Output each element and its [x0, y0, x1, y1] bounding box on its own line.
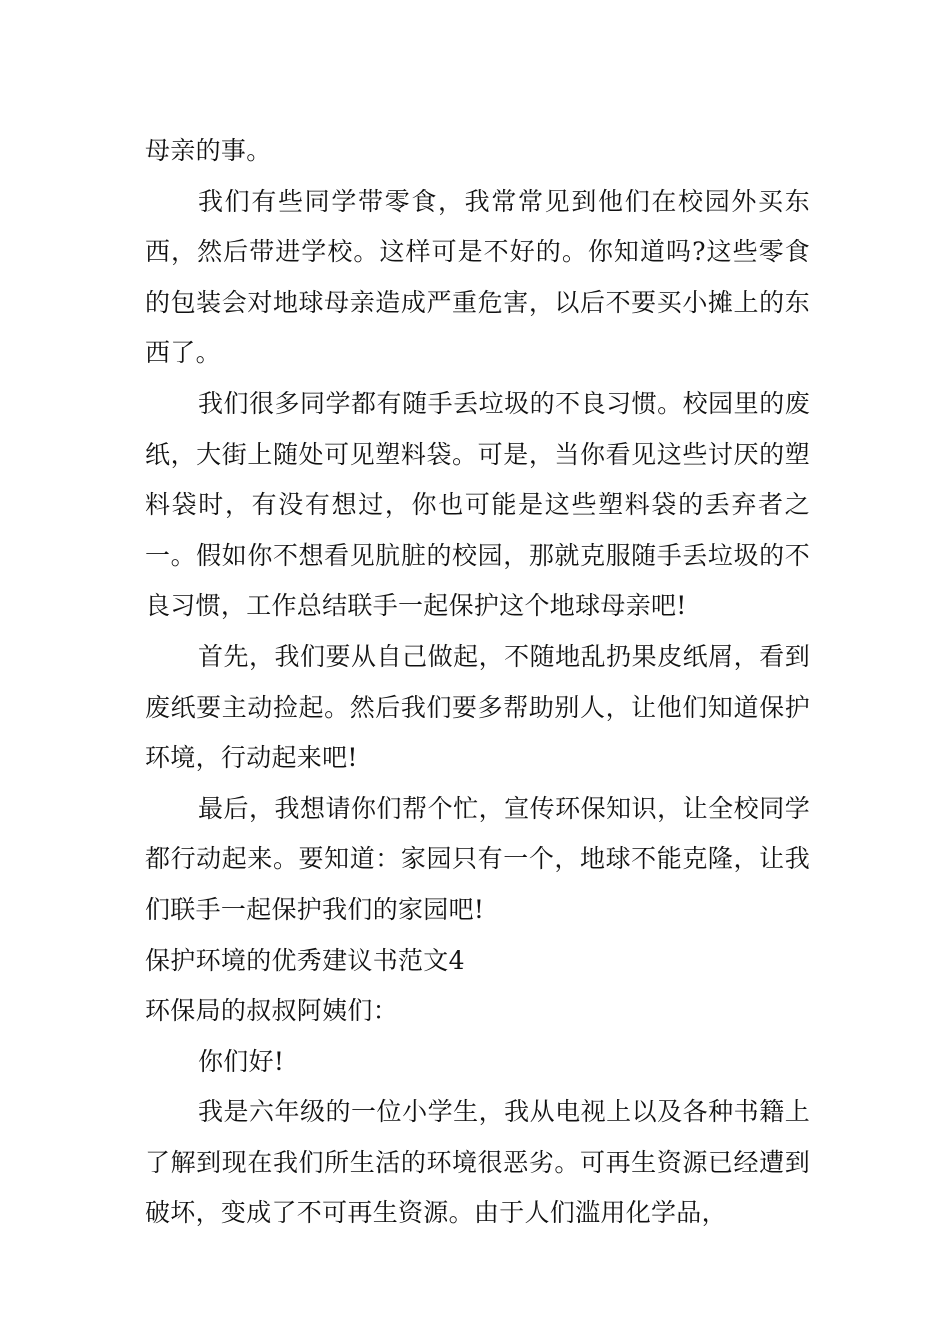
paragraph-snacks: 我们有些同学带零食，我常常见到他们在校园外买东西，然后带进学校。这样可是不好的。你知道吗?这些零食的包装会对地球母亲造成严重危害，以后不要买小摊上的东西了。 [145, 186, 810, 368]
paragraph-first-steps: 首先，我们要从自己做起，不随地乱扔果皮纸屑，看到废纸要主动捡起。然后我们要多帮助别人，让他们知道保护环境，行动起来吧! [145, 641, 810, 773]
paragraph-litter: 我们很多同学都有随手丢垃圾的不良习惯。校园里的废纸，大街上随处可见塑料袋。可是，当你看见这些讨厌的塑料袋时，有没有想过，你也可能是这些塑料袋的丢弃者之一。假如你不想看见肮脏的校园，那就克服随手丢垃圾的不良习惯，工作总结联手一起保护这个地球母亲吧! [145, 388, 810, 621]
document-body [145, 126, 810, 1239]
paragraph-introduction: 我是六年级的一位小学生，我从电视上以及各种书籍上了解到现在我们所生活的环境很恶劣。可再生资源已经遭到破坏，变成了不可再生资源。由于人们滥用化学品， [145, 1097, 810, 1228]
salutation: 环保局的叔叔阿姨们： [145, 996, 399, 1026]
paragraph-finally: 最后，我想请你们帮个忙，宣传环保知识，让全校同学都行动起来。要知道：家园只有一个，地球不能克隆，让我们联手一起保护我们的家园吧! [145, 793, 810, 924]
section-title: 保护环境的优秀建议书范文4 [145, 945, 465, 975]
paragraph-continuation: 母亲的事。 [145, 136, 272, 165]
greeting: 你们好! [198, 1046, 285, 1076]
